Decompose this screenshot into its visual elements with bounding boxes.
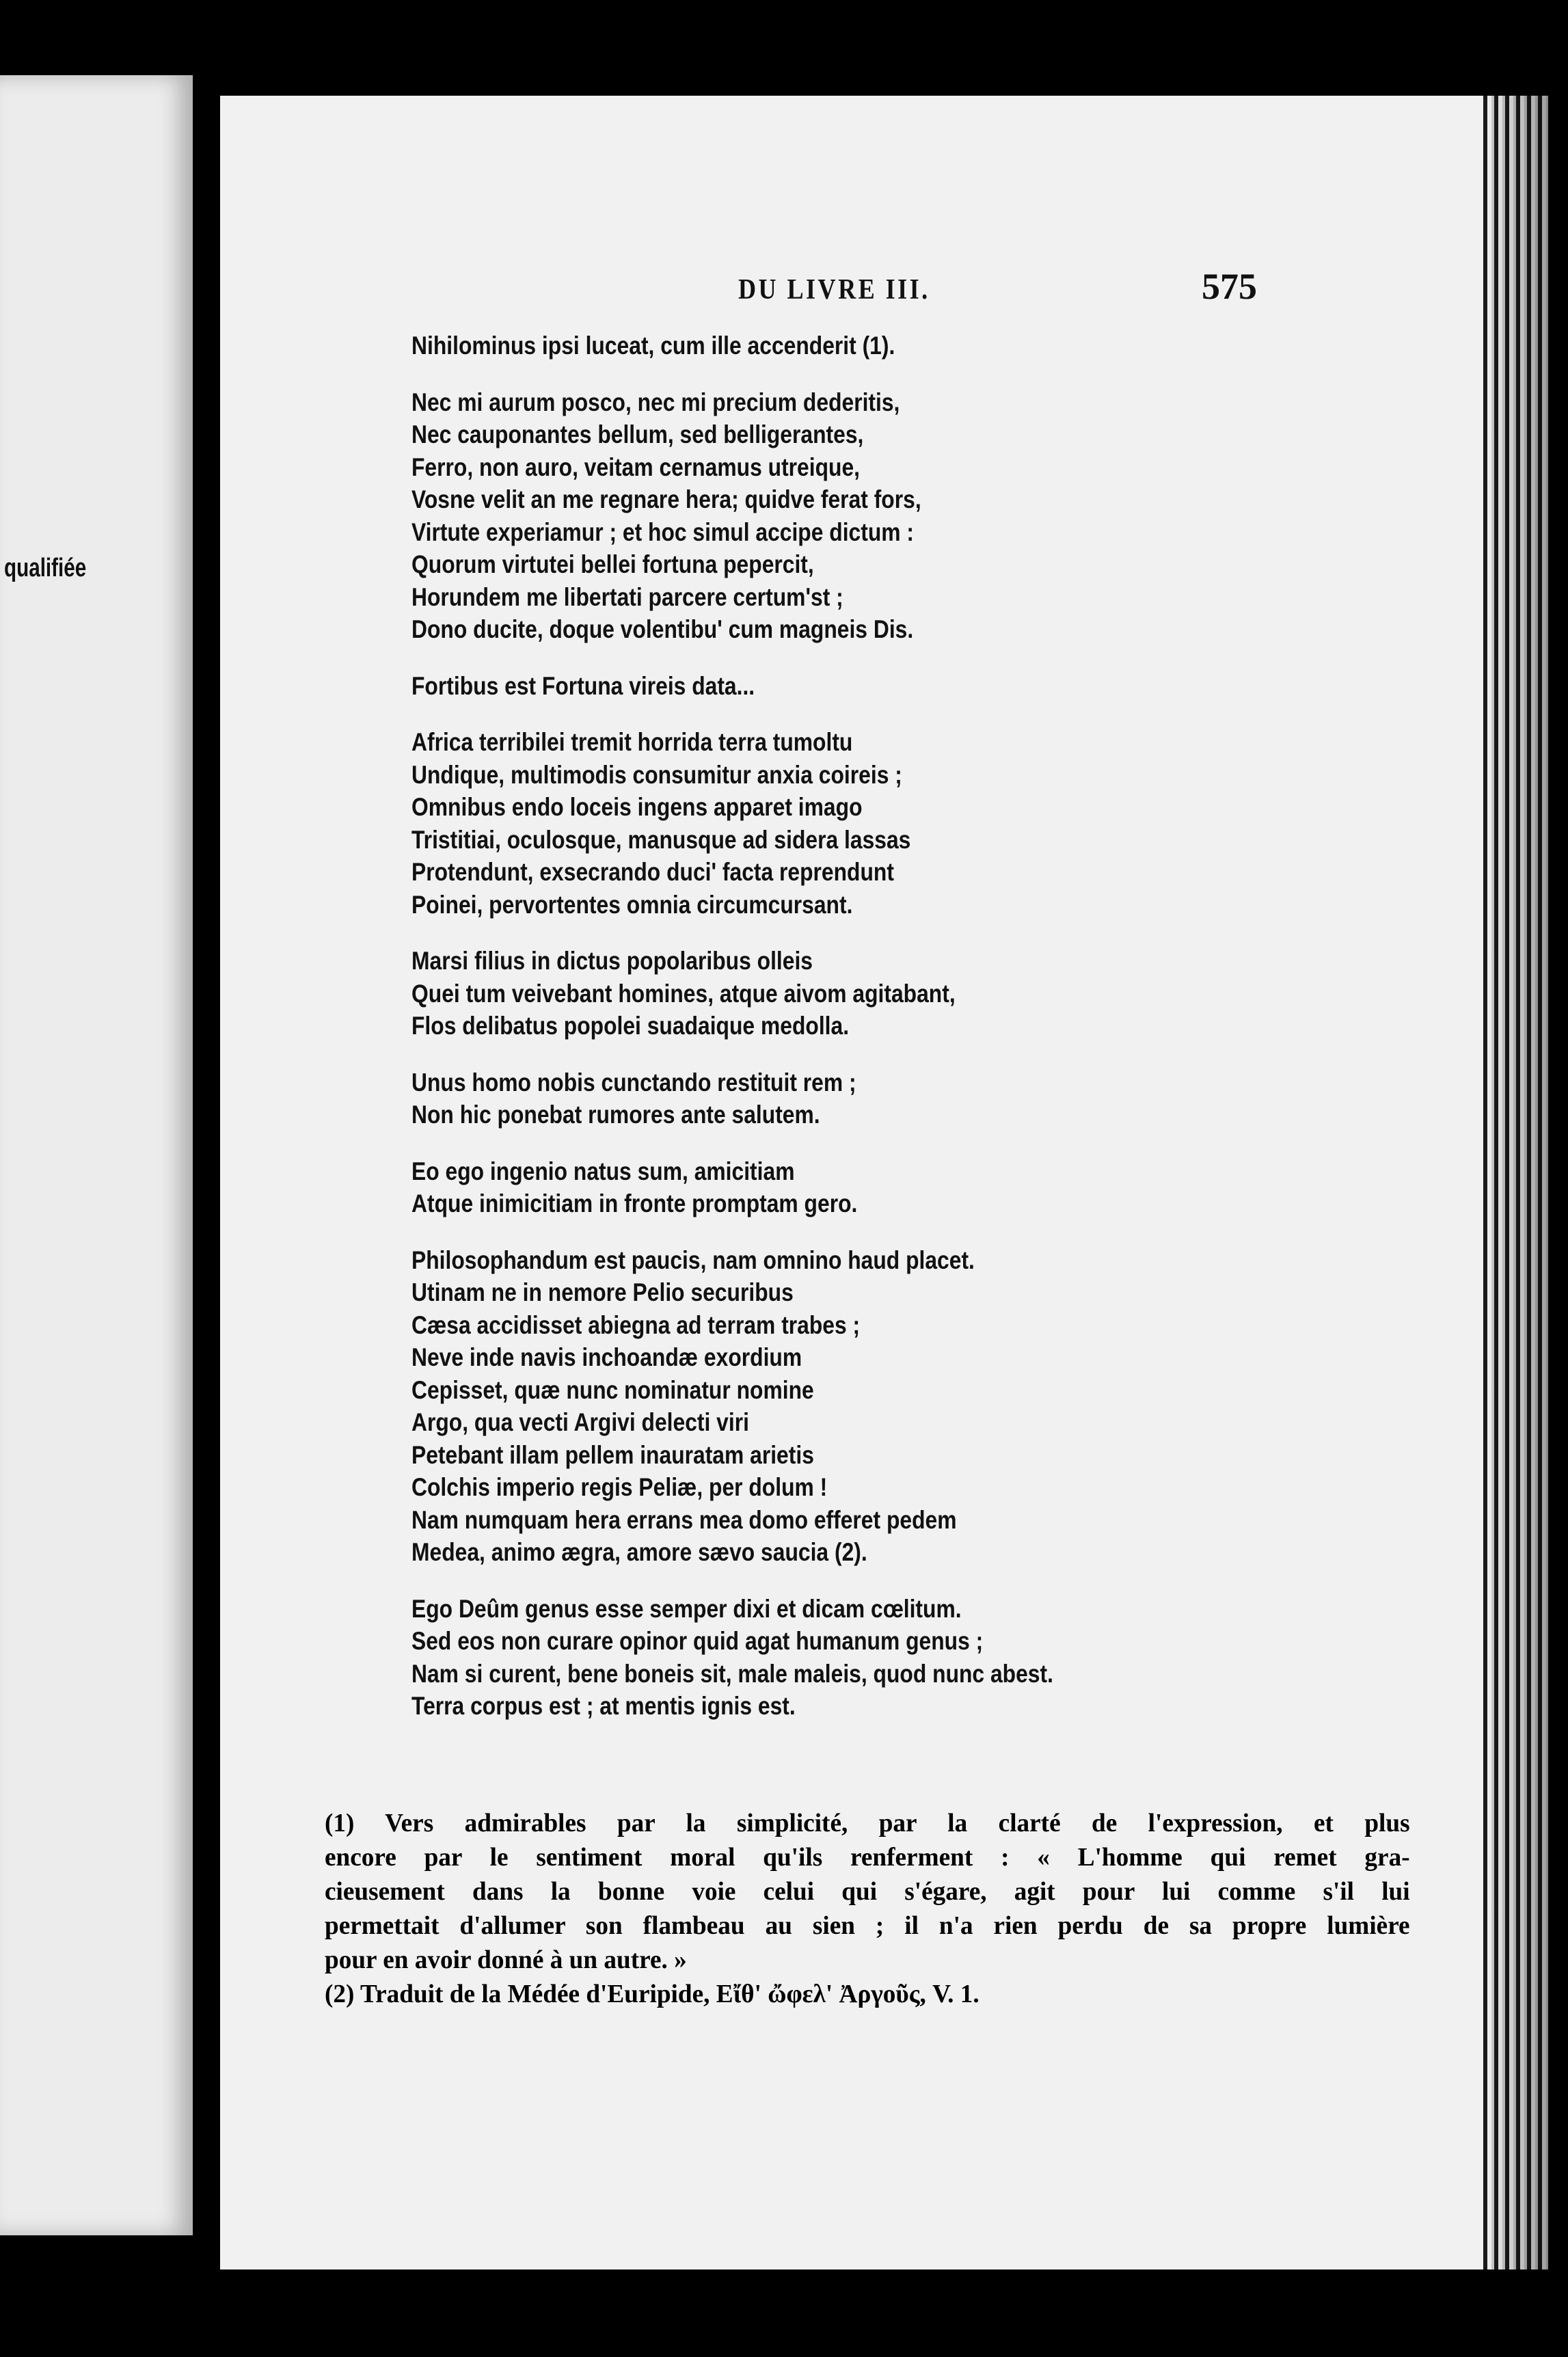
verse-line: Cepisset, quæ nunc nominatur nomine <box>411 1375 814 1404</box>
footnote-line: (1) Vers admirables par la simplicité, par la clarté de l'expression, et plus <box>325 1809 1410 1837</box>
verse-line: Nihilominus ipsi luceat, cum ille accenderit (1). <box>411 332 895 360</box>
verse-block <box>411 670 1053 703</box>
footnote-line: encore par le sentiment moral qu'ils renferment : « L'homme qui remet gra- <box>325 1843 1410 1872</box>
verse-line: Eo ego ingenio natus sum, amicitiam <box>411 1157 795 1185</box>
verse-line: Nec cauponantes bellum, sed belligerantes, <box>411 420 864 448</box>
verse-line: Colchis imperio regis Peliæ, per dolum ! <box>411 1473 828 1501</box>
verse-block <box>411 1244 1053 1569</box>
verse-line: Horundem me libertati parcere certum'st ; <box>411 582 843 611</box>
verse-line: Ferro, non auro, veitam cernamus utreique, <box>411 453 861 481</box>
verse-line: Poinei, pervortentes omnia circumcursant. <box>411 890 853 919</box>
verse-line: Marsi filius in dictus popolaribus olleis <box>411 947 813 975</box>
verse-line: Protendunt, exsecrando duci' facta reprendunt <box>411 858 894 886</box>
verse-line: Quorum virtutei bellei fortuna pepercit, <box>411 550 814 578</box>
previous-page <box>0 75 193 2235</box>
verse-text <box>411 329 1053 1747</box>
verse-line: Flos delibatus popolei suadaique medolla. <box>411 1012 850 1040</box>
verse-line: Dono ducite, doque volentibu' cum magneis Dis. <box>411 615 914 643</box>
verse-line: Philosophandum est paucis, nam omnino haud placet. <box>411 1245 975 1274</box>
verse-line: Ego Deûm genus esse semper dixi et dicam cœlitum. <box>411 1594 962 1623</box>
footnote-line: cieusement dans la bonne voie celui qui s'égare, agit pour lui comme s'il lui <box>325 1877 1410 1906</box>
page-stack-edge <box>1483 96 1548 2270</box>
verse-line: Tristitiai, oculosque, manusque ad sidera lassas <box>411 825 911 854</box>
footnotes <box>325 1806 1410 2011</box>
verse-line: Nec mi aurum posco, nec mi precium dederitis, <box>411 388 900 416</box>
verse-block <box>411 329 1053 362</box>
verse-line: Virtute experiamur ; et hoc simul accipe dictum : <box>411 517 915 546</box>
footnote-line: (2) Traduit de la Médée d'Euripide, Εἴθ' ὤφελ' Ἀργοῦς, V. 1. <box>325 1980 979 2008</box>
verse-line: Vosne velit an me regnare hera; quidve ferat fors, <box>411 485 921 513</box>
previous-page-word: qualifiée <box>4 554 87 582</box>
verse-line: Quei tum veivebant homines, atque aivom agitabant, <box>411 979 956 1008</box>
verse-block <box>411 1066 1053 1131</box>
verse-block <box>411 726 1053 921</box>
verse-block <box>411 945 1053 1042</box>
verse-line: Argo, qua vecti Argivi delecti viri <box>411 1408 749 1436</box>
verse-line: Unus homo nobis cunctando restituit rem ; <box>411 1068 856 1096</box>
footnote-line: pour en avoir donné à un autre. » <box>325 1945 687 1974</box>
verse-line: Undique, multimodis consumitur anxia coireis ; <box>411 760 902 789</box>
verse-line: Terra corpus est ; at mentis ignis est. <box>411 1692 796 1720</box>
verse-line: Nam numquam hera errans mea domo efferet pedem <box>411 1505 957 1534</box>
verse-block <box>411 386 1053 646</box>
footnote-line: permettait d'allumer son flambeau au sien ; il n'a rien perdu de sa propre lumière <box>325 1911 1410 1940</box>
verse-line: Petebant illam pellem inauratam arietis <box>411 1440 814 1469</box>
verse-line: Medea, animo ægra, amore sævo saucia (2). <box>411 1538 867 1566</box>
verse-line: Sed eos non curare opinor quid agat humanum genus ; <box>411 1627 984 1655</box>
running-head: DU LIVRE III. <box>738 274 930 306</box>
verse-line: Cæsa accidisset abiegna ad terram trabes ; <box>411 1310 861 1339</box>
verse-block <box>411 1593 1053 1723</box>
verse-line: Utinam ne in nemore Pelio securibus <box>411 1278 794 1306</box>
verse-line: Nam si curent, bene boneis sit, male maleis, quod nunc abest. <box>411 1659 1053 1688</box>
verse-line: Omnibus endo loceis ingens apparet imago <box>411 793 863 821</box>
verse-line: Neve inde navis inchoandæ exordium <box>411 1343 802 1371</box>
verse-line: Fortibus est Fortuna vireis data... <box>411 671 755 700</box>
verse-line: Africa terribilei tremit horrida terra tumoltu <box>411 728 853 756</box>
verse-line: Atque inimicitiam in fronte promptam gero. <box>411 1189 858 1217</box>
page-number: 575 <box>1202 266 1257 307</box>
verse-block <box>411 1155 1053 1220</box>
verse-line: Non hic ponebat rumores ante salutem. <box>411 1101 820 1129</box>
